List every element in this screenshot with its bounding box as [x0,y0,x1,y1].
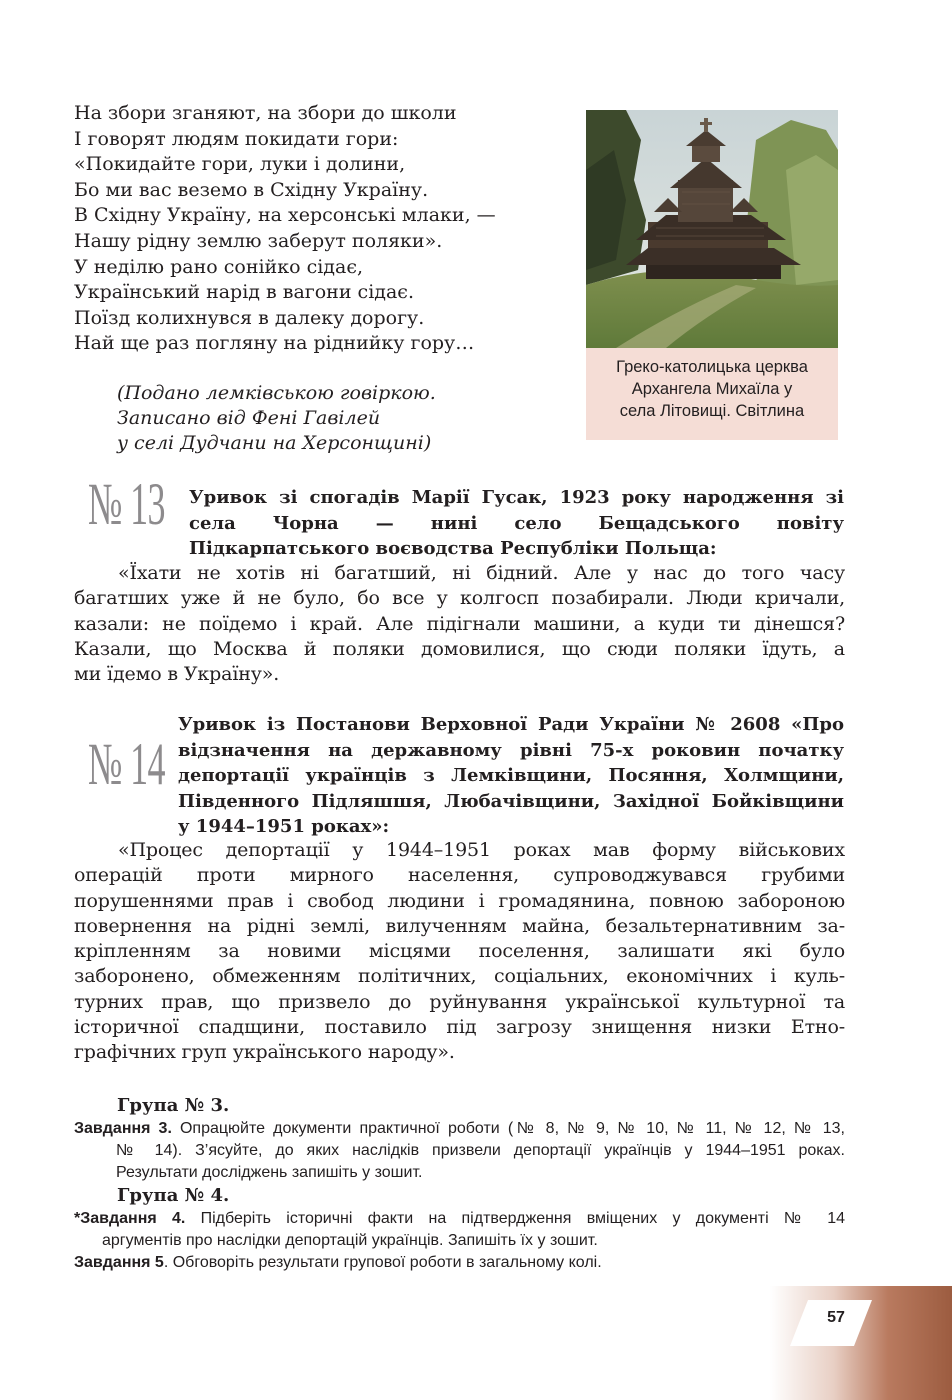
page-number: 57 [827,1309,845,1326]
quote-line: заборонено, обмеженням політичних, соціальних, економічних і куль- [74,965,845,988]
quote-line: турних прав, що призвело до руйнування української культурної та [74,990,845,1013]
poem-line: На збори зганяют, на збори до школи [74,102,457,124]
heading-line: Південного Підляшшя, Любачівщини, Західної Бойківщини [178,790,844,812]
poem-line: І говорят людям покидати гори: [74,127,399,150]
church-photo-figure [586,110,838,440]
quote-line: операцій проти мирного населення, супроводжувався грубими [74,864,845,887]
quote-line: історичної спадщини, поставило під загрозу знищення низки Етно- [74,1016,845,1039]
poem-source-note [117,381,557,456]
church-photo [586,110,838,348]
quote-line: «Їхати не хотів ні багатший, ні бідний. Але у нас до того часу [118,562,845,584]
quote-line: казали: не поїдемо і край. Але підігнали машини, а куди ти дінешся? [74,612,845,635]
poem-line: Нашу рідну землю заберут поляки». [74,229,443,252]
heading-line: села Чорна — нині село Бещадського повіту [189,512,844,534]
note-line: (Подано лемківською говіркою. [117,382,436,404]
task-4 [74,1208,845,1252]
document-13-heading [189,485,844,562]
document-number-14: № 14 [88,731,165,797]
task-3-line: Результати досліджень запишіть у зошит. [116,1164,423,1181]
group-3-title: Група № 3. [117,1095,230,1116]
heading-line: відзначення на державному рівні 75-х роковин початку [178,739,844,761]
quote-line: ми їдемо в Україну». [74,663,280,686]
document-14-quote [74,838,845,1066]
quote-line: порушеннями прав і свобод людини і громадянина, повною забороною [74,889,845,912]
photo-caption [586,356,838,422]
poem-line: Най ще раз погляну на ріднийку гору… [74,332,475,355]
task-4-label: *Завдання 4. [74,1210,186,1227]
task-5 [74,1252,845,1274]
heading-line: у 1944–1951 роках»: [178,816,390,837]
heading-line: Уривок із Постанови Верховної Ради України № 2608 «Про [178,714,844,735]
task-5-text: . Обговоріть результати групової роботи в загальному колі. [163,1254,602,1271]
quote-line: графічних груп українського народу». [74,1041,455,1064]
task-4-text: Підберіть історичні факти на підтвердження вміщених у документі № 14 [185,1210,845,1227]
quote-line: кріпленням за новими місцями поселення, залишати які було [74,940,845,963]
page-corner-decoration [770,1286,952,1400]
task-3-label: Завдання 3. [74,1120,172,1137]
task-4-line: аргументів про наслідки депортацій українців. Запишіть їх у зошит. [102,1232,598,1249]
poem-line: Український нарід в вагони сідає. [74,281,414,304]
heading-line: Уривок зі спогадів Марії Гусак, 1923 року народження зі [189,487,844,508]
poem-line: Поїзд колихнувся в далеку дорогу. [74,306,425,329]
note-line: у селі Дудчани на Херсонщині) [117,432,432,454]
poem-line: В Східну Україну, на херсонські млаки, — [74,204,496,227]
document-14-heading [178,712,844,840]
task-3-text: Опрацюйте документи практичної роботи (№ 8, № 9, № 10, № 11, № 12, № 13, [171,1120,846,1137]
heading-line: депортації українців з Лемківщини, Посяння, Холмщини, [178,765,844,786]
task-3 [74,1118,845,1184]
caption-line: Архангела Михаїла у [631,380,793,398]
quote-line: повернення на рідні землі, вилученням майна, безальтернативним за- [74,914,845,937]
caption-line: Греко-католицька церква [616,358,808,376]
quote-line: «Процес депортації у 1944–1951 роках мав форму військових [118,839,845,861]
task-5-label: Завдання 5 [74,1254,164,1271]
note-line: Записано від Фені Гавілей [117,407,381,429]
caption-line: села Літовищі. Світлина [619,402,805,420]
document-number-13: № 13 [88,471,165,537]
poem-line: У неділю рано сонійко сідає, [74,255,363,278]
document-13-quote [74,561,845,687]
task-3-line: № 14). З’ясуйте, до яких наслідків призвели депортації українців у 1944–1951 роках. [116,1142,845,1159]
group-4-title: Група № 4. [117,1185,230,1206]
heading-line: Підкарпатського воєводства Республіки Польща: [189,538,717,559]
quote-line: багатших уже й не було, бо все у колгосп позабирали. Люди кричали, [74,587,845,610]
poem-line: «Покидайте гори, луки і долини, [74,153,406,176]
quote-line: Казали, що Москва й поляки домовилися, що сюди поляки їдуть, а [74,637,845,660]
poem-line: Бо ми вас веземо в Східну Україну. [74,178,429,201]
poem [74,101,574,357]
